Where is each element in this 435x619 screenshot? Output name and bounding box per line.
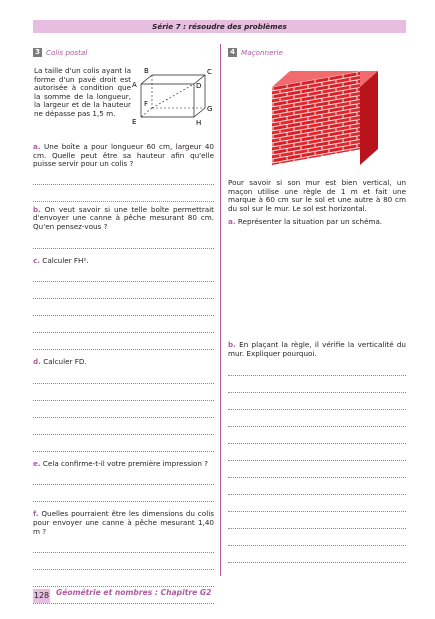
answer-line (228, 519, 406, 529)
answer-line (33, 408, 214, 418)
answer-line (33, 425, 214, 435)
question-d-text: Calculer FD. (43, 357, 87, 367)
vertex-label-a: A (132, 81, 137, 89)
answer-line (228, 502, 406, 512)
series-title: Série 7 : résoudre des problèmes (152, 22, 287, 31)
exercise-intro: La taille d'un colis ayant la forme d'un pavé droit est autorisée à condition que la somme de la longueur, la largeur et de la hauteur ne dépasse pas 1,5 m. (34, 66, 131, 118)
answer-line (33, 175, 214, 185)
question-a-text: Une boîte a pour longueur 60 cm, largeur 40 cm. Quelle peut être sa hauteur afin qu'elle puisse servir pour un colis ? (33, 142, 214, 169)
section-header-3 (33, 47, 214, 57)
answer-line (228, 451, 406, 461)
answer-line (33, 306, 214, 316)
section-title: Maçonnerie (241, 47, 283, 57)
question-b-label: b. (33, 204, 41, 214)
question-f (33, 510, 214, 536)
chapter-footer: Géométrie et nombres : Chapitre G2 (56, 588, 212, 597)
answer-line (228, 366, 406, 376)
vertex-label-b: B (144, 67, 149, 75)
question-a-label: a. (33, 142, 41, 151)
question-a (228, 218, 406, 227)
answer-line (33, 323, 214, 333)
column-divider (220, 44, 221, 576)
vertex-label-e: E (132, 118, 137, 126)
answer-line (228, 485, 406, 495)
question-b (33, 206, 214, 232)
answer-line (228, 400, 406, 410)
answer-line (33, 239, 214, 249)
vertex-label-g: G (207, 105, 213, 113)
answer-line (33, 475, 214, 485)
left-column (33, 47, 214, 604)
question-b (228, 341, 406, 358)
brick-wall-illustration (266, 67, 378, 167)
answer-line (228, 383, 406, 393)
box-figure (129, 65, 215, 127)
vertex-label-c: C (207, 68, 212, 76)
answer-line (228, 417, 406, 427)
page-number: 128 (33, 589, 50, 603)
question-c (33, 257, 214, 266)
section-number: 3 (33, 48, 42, 57)
question-f-text: Quelles pourraient être les dimensions du colis pour envoyer une canne à pêche mesurant 1,40 m ? (33, 509, 214, 536)
question-a-label: a. (228, 217, 236, 227)
question-f-label: f. (33, 509, 39, 519)
answer-line (33, 374, 214, 384)
section-number: 4 (228, 48, 237, 57)
section-header-4 (228, 47, 406, 57)
answer-line (33, 543, 214, 553)
answer-line (33, 560, 214, 570)
question-b-label: b. (228, 339, 236, 349)
answer-line (33, 340, 214, 350)
answer-line (33, 442, 214, 452)
question-c-text: Calculer FH². (42, 255, 89, 265)
answer-line (33, 272, 214, 282)
answer-line (228, 553, 406, 563)
question-b-text: On veut savoir si une telle boîte permettrait d'envoyer une canne à pêche mesurant 80 cm. Qu'en pensez-vous ? (33, 204, 214, 231)
question-a-text: Représenter la situation par un schéma. (237, 217, 383, 227)
question-e-label: e. (33, 458, 41, 468)
question-e-text: Cela confirme-t-il votre première impression ? (42, 458, 208, 468)
question-d (33, 358, 214, 367)
answer-line (33, 391, 214, 401)
answer-line (33, 289, 214, 299)
answer-line (33, 577, 214, 587)
answer-line (33, 192, 214, 202)
question-b-text: En plaçant la règle, il vérifie la verticalité du mur. Expliquer pourquoi. (228, 339, 406, 358)
series-header (33, 20, 406, 33)
question-d-label: d. (33, 357, 41, 367)
vertex-label-d: D (196, 82, 202, 90)
exercise-intro: Pour savoir si son mur est bien vertical, un maçon utilise une règle de 1 m et fait une marque à 60 cm sur le sol et une autre à 80 cm du sol sur le mur. Le sol est horizontal. (228, 178, 406, 213)
answer-line (228, 536, 406, 546)
question-e (33, 460, 214, 469)
answer-line (228, 434, 406, 444)
question-c-label: c. (33, 255, 40, 265)
answer-line (228, 468, 406, 478)
answer-line (33, 492, 214, 502)
vertex-label-f: F (144, 100, 149, 108)
question-a (33, 143, 214, 169)
vertex-label-h: H (196, 119, 202, 127)
section-title: Colis postal (46, 47, 88, 57)
right-column (228, 47, 406, 563)
